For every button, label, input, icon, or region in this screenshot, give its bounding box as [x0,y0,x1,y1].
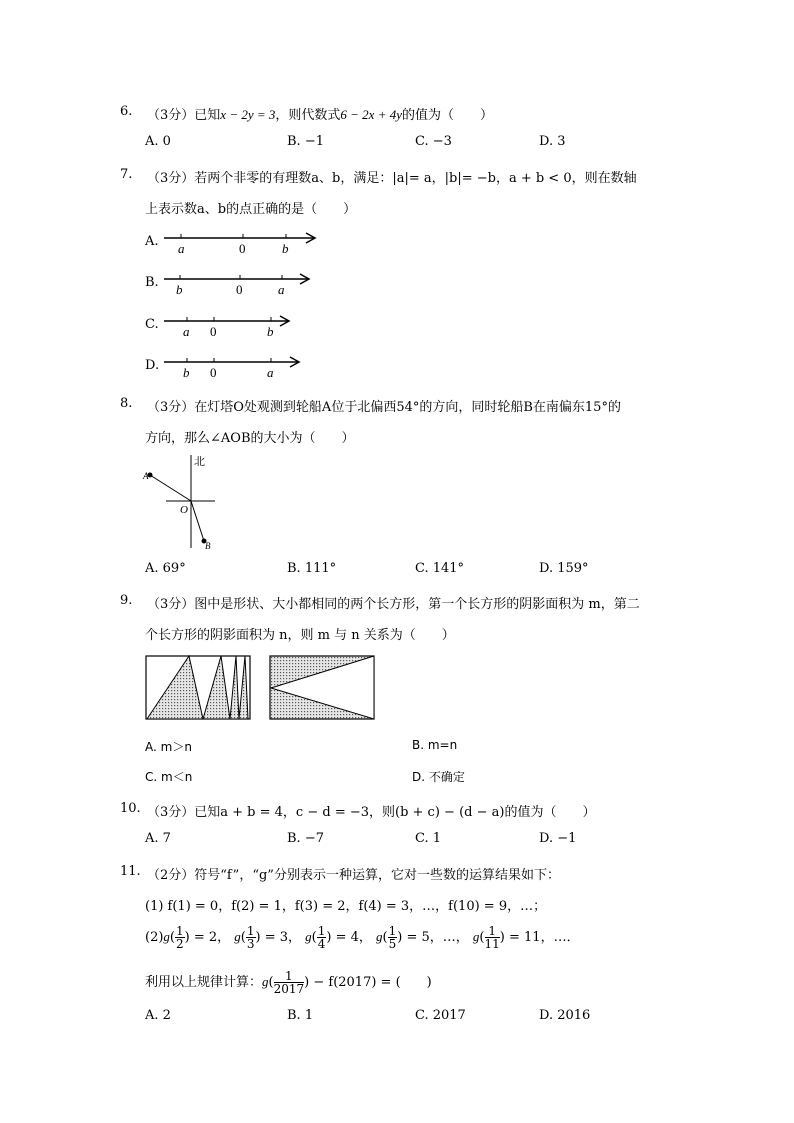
axis-label-b: b [183,365,190,380]
axis-label-b: b [176,282,183,297]
question-10-number: 10. [120,801,141,816]
q9-option-b[interactable]: B. m=n [412,738,458,752]
question-8-line1: （3分）在灯塔O处观测到轮船A位于北偏西54°的方向，同时轮船B在南偏东15°的 [147,400,621,415]
q6-option-b[interactable]: B. −1 [287,134,324,149]
q10-option-a[interactable]: A. 7 [145,831,171,846]
point-o-label: O [180,504,188,516]
question-7-number: 7. [120,167,133,182]
question-6-stem [147,104,493,123]
q8-compass-figure [140,453,230,553]
q11-option-c[interactable]: C. 2017 [415,1008,466,1023]
q7-option-d[interactable]: D. [145,358,160,373]
q11-option-b[interactable]: B. 1 [287,1008,314,1023]
q9-option-c[interactable]: C. m＜n [145,770,193,784]
q7-number-line-c [160,311,300,339]
g-result: 5 [421,930,430,945]
q9-rectangle-n [268,654,378,722]
g-result: 4 [350,930,359,945]
q7-option-c[interactable]: C. [145,317,159,332]
fraction-denominator: 5 [388,937,397,951]
g-result: 3 [279,930,289,945]
question-7-line2: 上表示数a、b的点正确的是（ ） [145,202,357,217]
q11-option-d[interactable]: D. 2016 [539,1008,591,1023]
axis-label-a: a [178,241,185,256]
point-b-label: B [205,541,211,551]
q6-option-c[interactable]: C. −3 [415,134,452,149]
axis-label-a: a [183,324,190,339]
q8-option-a[interactable]: A. 69° [145,561,186,576]
q6-option-d[interactable]: D. 3 [539,134,566,149]
stem-text: 已知 [194,108,221,123]
g-result: 2 [208,930,218,945]
stem-text: ，则代数式 [275,108,341,123]
fraction-denominator: 2 [176,937,184,951]
q9-option-a[interactable]: A. m＞n [145,740,192,754]
q9-option-d[interactable]: D. 不确定 [412,770,465,784]
axis-label-zero: 0 [239,241,246,256]
axis-label-a: a [267,365,274,380]
question-11-number: 11. [120,864,141,879]
q10-option-d[interactable]: D. −1 [539,831,577,846]
fraction-denominator: 11 [484,937,500,951]
axis-label-zero: 0 [210,365,217,380]
q9-rectangle-m [144,654,254,722]
question-7-line1: （3分）若两个非零的有理数a、b，满足：|a|= a，|b|= −b，a + b < 0，则在数轴 [147,171,637,186]
q10-option-c[interactable]: C. 1 [415,831,442,846]
question-9-line2: 个长方形的阴影面积为 n，则 m 与 n 关系为（ ） [145,628,455,643]
question-6-number: 6. [120,104,133,119]
axis-label-b: b [282,241,289,256]
q7-option-a[interactable]: A. [145,234,159,249]
q7-number-line-d [160,352,310,380]
q8-option-c[interactable]: C. 141° [415,561,465,576]
point-a-label: A [143,471,149,481]
question-8-number: 8. [120,396,133,411]
north-label: 北 [194,456,205,468]
q8-option-d[interactable]: D. 159° [539,561,589,576]
rule-number: (2) [145,930,164,945]
compute-prefix: 利用以上规律计算： [145,975,263,990]
stem-text: 的值为（ ） [402,108,494,123]
axis-label-a: a [278,282,285,297]
q8-option-b[interactable]: B. 111° [287,561,337,576]
expression-formula: 6 − 2x + 4y [340,107,402,122]
compute-suffix: − f(2017) = ( ) [313,975,432,990]
axis-label-zero: 0 [236,282,243,297]
axis-label-b: b [267,324,274,339]
score-label: （3分） [147,108,195,123]
question-10-stem: （3分）已知a + b = 4，c − d = −3，则(b + c) − (d − a)的值为（ ） [147,805,596,820]
q7-option-b[interactable]: B. [145,275,159,290]
question-11-compute: 利用以上规律计算：g( $\frac{1}{2017}$ ) − f(2017) = ( ) [145,969,432,996]
question-8-line2: 方向，那么∠AOB的大小为（ ） [145,431,355,446]
fraction-denominator: 4 [317,937,326,951]
q7-number-line-b [160,269,320,297]
q10-option-b[interactable]: B. −7 [287,831,324,846]
condition-formula: x − 2y = 3 [220,107,276,122]
q7-number-line-a [160,228,325,256]
g-result: 11 [524,930,541,945]
question-11-rule-f: (1) f(1) = 0，f(2) = 1，f(3) = 2，f(4) = 3，…，f(10) = 9，…； [145,899,547,914]
q11-option-a[interactable]: A. 2 [145,1008,171,1023]
axis-label-zero: 0 [210,324,217,339]
q6-option-a[interactable]: A. 0 [145,134,171,149]
question-11-rule-g: (2)g( $\frac{1}{2}$ ) = 2， g( $\frac{1}{3}$ ) = 3， g( $\frac{1}{4}$ ) = 4， g( $\frac{1}{5}$ ) = 5，…， g( $\frac{1}{11}$ ) = 11，…． [145,924,580,951]
fraction-denominator: 3 [246,937,255,951]
question-9-number: 9. [120,593,133,608]
question-11-line1: （2分）符号“f”，“g”分别表示一种运算，它对一些数的运算结果如下： [147,868,560,883]
question-9-line1: （3分）图中是形状、大小都相同的两个长方形，第一个长方形的阴影面积为 m，第二 [147,597,640,612]
fraction-denominator: 2017 [273,982,305,996]
